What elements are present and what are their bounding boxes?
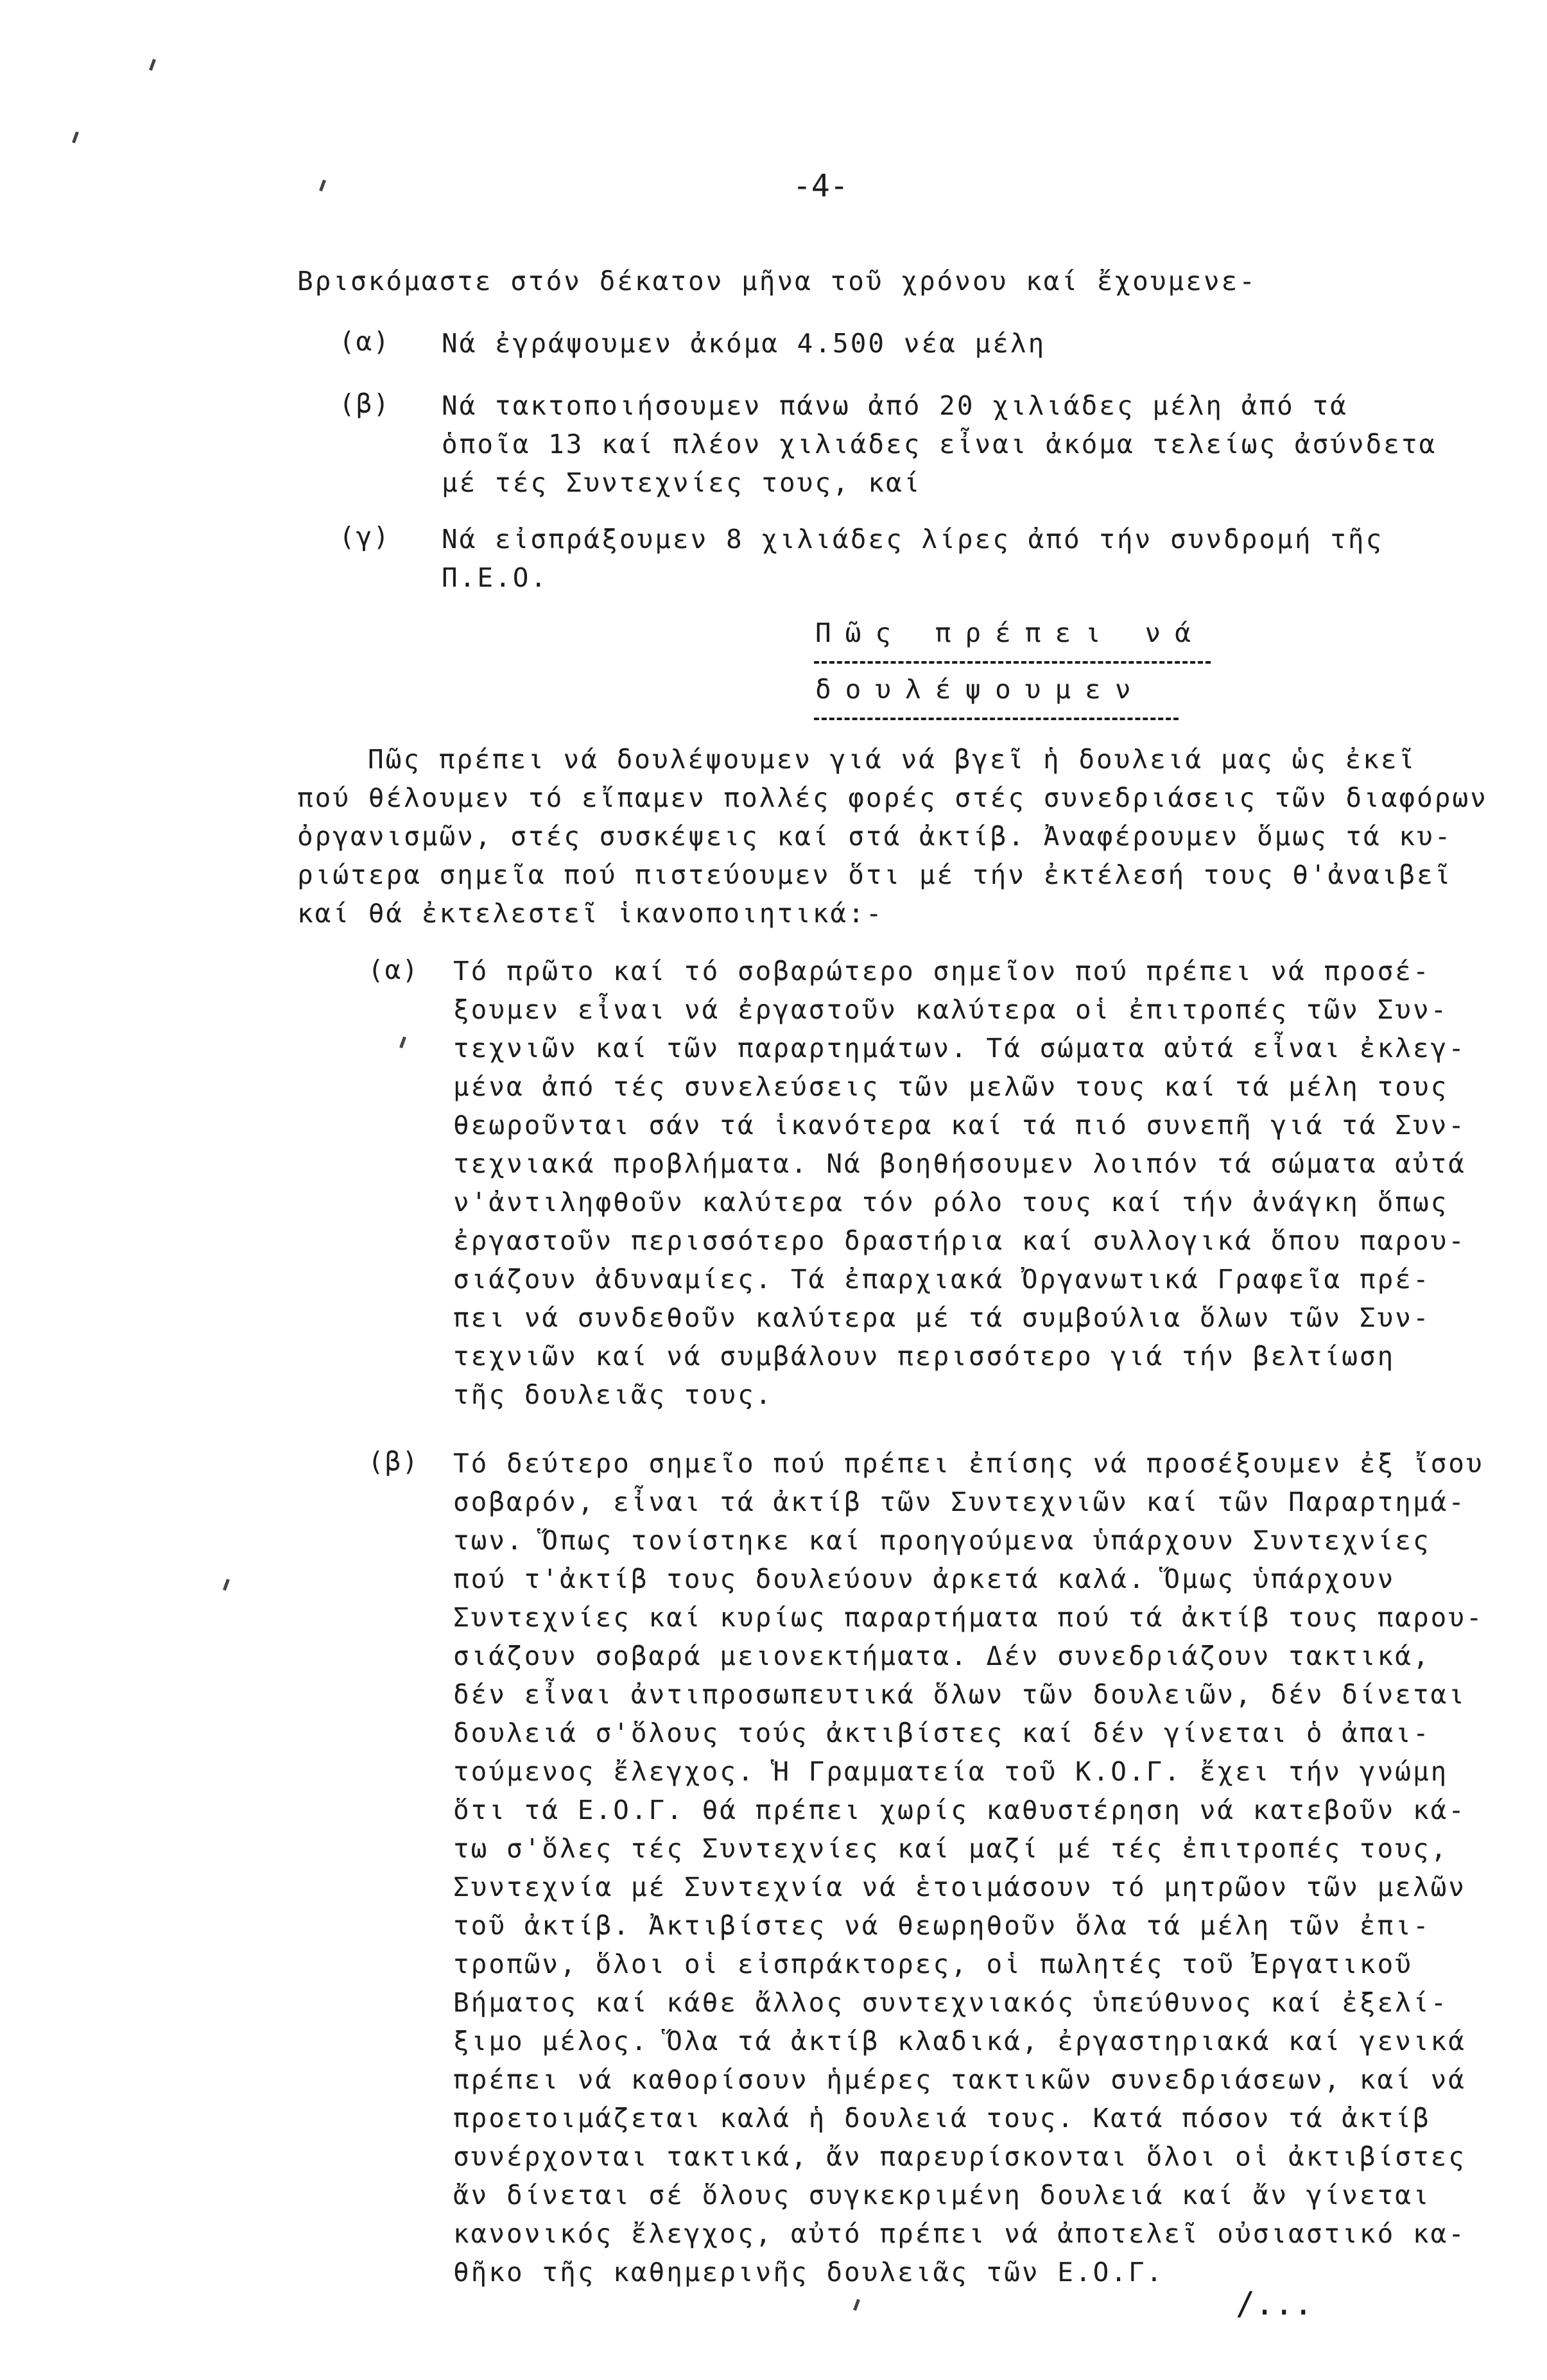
scan-speck: [72, 132, 79, 144]
point-b-line: τούμενος ἔλεγχος. Ἡ Γραμματεία τοῦ Κ.Ο.Γ. ἔχει τήν γνώμη: [453, 1756, 1449, 1787]
point-a-label: (α): [368, 954, 420, 985]
goal-c-line: Π.Ε.Ο.: [442, 562, 549, 593]
section-heading-line1: Πῶς πρέπει νά: [815, 617, 1205, 648]
point-b-line: σοβαρόν, εἶναι τά ἀκτίβ τῶν Συντεχνιῶν καί τῶν Παραρτημά-: [453, 1487, 1466, 1517]
point-a-line: ἐργαστοῦν περισσότερο δραστήρια καί συλλογικά ὅπου παρου-: [453, 1225, 1466, 1256]
point-b-line: δέν εἶναι ἀντιπροσωπευτικά ὅλων τῶν δουλειῶν, δέν δίνεται: [453, 1679, 1466, 1710]
point-a-line: μένα ἀπό τές συνελεύσεις τῶν μελῶν τους καί τά μέλη τους: [453, 1071, 1449, 1102]
page-number: -4-: [793, 168, 849, 204]
point-b-line: ξιμο μέλος. Ὅλα τά ἀκτίβ κλαδικά, ἐργαστηριακά καί γενικά: [453, 2026, 1466, 2057]
scan-speck: [399, 1037, 406, 1049]
point-b-line: τοῦ ἀκτίβ. Ἀκτιβίστες νά θεωρηθοῦν ὅλα τά μέλη τῶν ἐπι-: [453, 1910, 1431, 1941]
point-b-line: ὅτι τά Ε.Ο.Γ. θά πρέπει χωρίς καθυστέρηση νά κατεβοῦν κά-: [453, 1795, 1466, 1825]
point-b-line: τροπῶν, ὅλοι οἱ εἰσπράκτορες, οἱ πωλητές τοῦ Ἐργατικοῦ: [453, 1949, 1413, 1979]
point-a-line: τῆς δουλειᾶς τους.: [453, 1379, 774, 1410]
continuation-mark: /...: [1236, 2285, 1313, 2322]
paragraph-line: Πῶς πρέπει νά δουλέψουμεν γιά νά βγεῖ ἡ δουλειά μας ὡς ἐκεῖ: [368, 744, 1417, 775]
paragraph-line: καί θά ἐκτελεστεῖ ἱκανοποιητικά:-: [297, 898, 884, 929]
goal-b-line: Νά τακτοποιήσουμεν πάνω ἀπό 20 χιλιάδες μέλη ἀπό τά: [442, 390, 1348, 421]
point-a-line: σιάζουν ἀδυναμίες. Τά ἐπαρχιακά Ὀργανωτικά Γραφεῖα πρέ-: [453, 1264, 1431, 1295]
heading-underline: [814, 661, 1211, 664]
scan-speck: [853, 2299, 860, 2311]
point-b-line: δουλειά σ'ὅλους τούς ἀκτιβίστες καί δέν γίνεται ὁ ἀπαι-: [453, 1718, 1431, 1748]
point-b-line: των. Ὅπως τονίστηκε καί προηγούμενα ὑπάρχουν Συντεχνίες: [453, 1525, 1431, 1556]
point-b-line: Βήματος καί κάθε ἄλλος συντεχνιακός ὑπεύθυνος καί ἐξελί-: [453, 1987, 1449, 2018]
goal-b-label: (β): [339, 388, 391, 419]
scan-speck: [223, 1579, 230, 1591]
point-b-line: προετοιμάζεται καλά ἡ δουλειά τους. Κατά πόσον τά ἀκτίβ: [453, 2103, 1431, 2134]
point-a-line: τεχνιῶν καί τῶν παραρτημάτων. Τά σώματα αὐτά εἶναι ἐκλεγ-: [453, 1033, 1466, 1064]
point-b-line: θῆκο τῆς καθημερινῆς δουλειᾶς τῶν Ε.Ο.Γ.: [453, 2257, 1164, 2288]
point-b-line: συνέρχονται τακτικά, ἄν παρευρίσκονται ὅλοι οἱ ἀκτιβίστες: [453, 2141, 1466, 2172]
point-b-line: κανονικός ἔλεγχος, αὐτό πρέπει νά ἀποτελεῖ οὐσιαστικό κα-: [453, 2218, 1466, 2249]
point-b-line: Τό δεύτερο σημεῖο πού πρέπει ἐπίσης νά προσέξουμεν ἐξ ἴσου: [453, 1448, 1484, 1479]
paragraph-line: ριώτερα σημεῖα πού πιστεύουμεν ὅτι μέ τήν ἐκτέλεσή τους θ'ἀναιβεῖ: [297, 859, 1453, 890]
goal-c-line: Νά εἰσπράξουμεν 8 χιλιάδες λίρες ἀπό τήν συνδρομή τῆς: [442, 524, 1384, 555]
point-a-line: τεχνιακά προβλήματα. Νά βοηθήσουμεν λοιπόν τά σώματα αὐτά: [453, 1148, 1466, 1179]
goal-a-text: Νά ἐγράψουμεν ἀκόμα 4.500 νέα μέλη: [442, 328, 1046, 359]
goal-c-label: (γ): [339, 521, 391, 552]
point-b-line: Συντεχνίες καί κυρίως παραρτήματα πού τά ἀκτίβ τους παρου-: [453, 1602, 1484, 1633]
point-b-line: πρέπει νά καθορίσουν ἡμέρες τακτικῶν συνεδριάσεων, καί νά: [453, 2064, 1466, 2095]
point-b-line: ἄν δίνεται σέ ὅλους συγκεκριμένη δουλειά καί ἄν γίνεται: [453, 2180, 1431, 2211]
point-a-line: ξουμεν εἶναι νά ἐργαστοῦν καλύτερα οἱ ἐπιτροπές τῶν Συν-: [453, 994, 1449, 1025]
scan-speck: [319, 180, 326, 192]
paragraph-line: πού θέλουμεν τό εἴπαμεν πολλές φορές στές συνεδριάσεις τῶν διαφόρων: [297, 782, 1488, 813]
point-b-line: Συντεχνία μέ Συντεχνία νά ἑτοιμάσουν τό μητρῶον τῶν μελῶν: [453, 1872, 1466, 1902]
paragraph-line: ὀργανισμῶν, στές συσκέψεις καί στά ἀκτίβ. Ἀναφέρουμεν ὅμως τά κυ-: [297, 821, 1453, 852]
heading-underline: [814, 718, 1179, 720]
point-a-line: πει νά συνδεθοῦν καλύτερα μέ τά συμβούλια ὅλων τῶν Συν-: [453, 1302, 1431, 1333]
goal-b-line: μέ τές Συντεχνίες τους, καί: [442, 467, 922, 498]
point-a-line: Τό πρῶτο καί τό σοβαρώτερο σημεῖον πού πρέπει νά προσέ-: [453, 956, 1431, 987]
point-b-line: τω σ'ὅλες τές Συντεχνίες καί μαζί μέ τές ἐπιτροπές τους,: [453, 1833, 1449, 1864]
point-b-label: (β): [368, 1446, 420, 1477]
section-heading-line2: δουλέψουμεν: [815, 674, 1145, 705]
point-a-line: τεχνιῶν καί νά συμβάλουν περισσότερο γιά τήν βελτίωση: [453, 1341, 1396, 1372]
goal-a-label: (α): [339, 326, 391, 357]
goal-b-line: ὁποῖα 13 καί πλέον χιλιάδες εἶναι ἀκόμα τελείως ἀσύνδετα: [442, 429, 1437, 460]
scan-speck: [149, 59, 156, 71]
point-b-line: σιάζουν σοβαρά μειονεκτήματα. Δέν συνεδριάζουν τακτικά,: [453, 1641, 1431, 1671]
intro-line: Βρισκόμαστε στόν δέκατον μῆνα τοῦ χρόνου καί ἔχουμενε-: [297, 266, 1257, 297]
point-a-line: θεωροῦνται σάν τά ἱκανότερα καί τά πιό συνεπῆ γιά τά Συν-: [453, 1110, 1466, 1141]
point-a-line: ν'ἀντιληφθοῦν καλύτερα τόν ρόλο τους καί τήν ἀνάγκη ὅπως: [453, 1187, 1449, 1218]
point-b-line: πού τ'ἀκτίβ τους δουλεύουν ἀρκετά καλά. Ὅμως ὑπάρχουν: [453, 1564, 1396, 1594]
